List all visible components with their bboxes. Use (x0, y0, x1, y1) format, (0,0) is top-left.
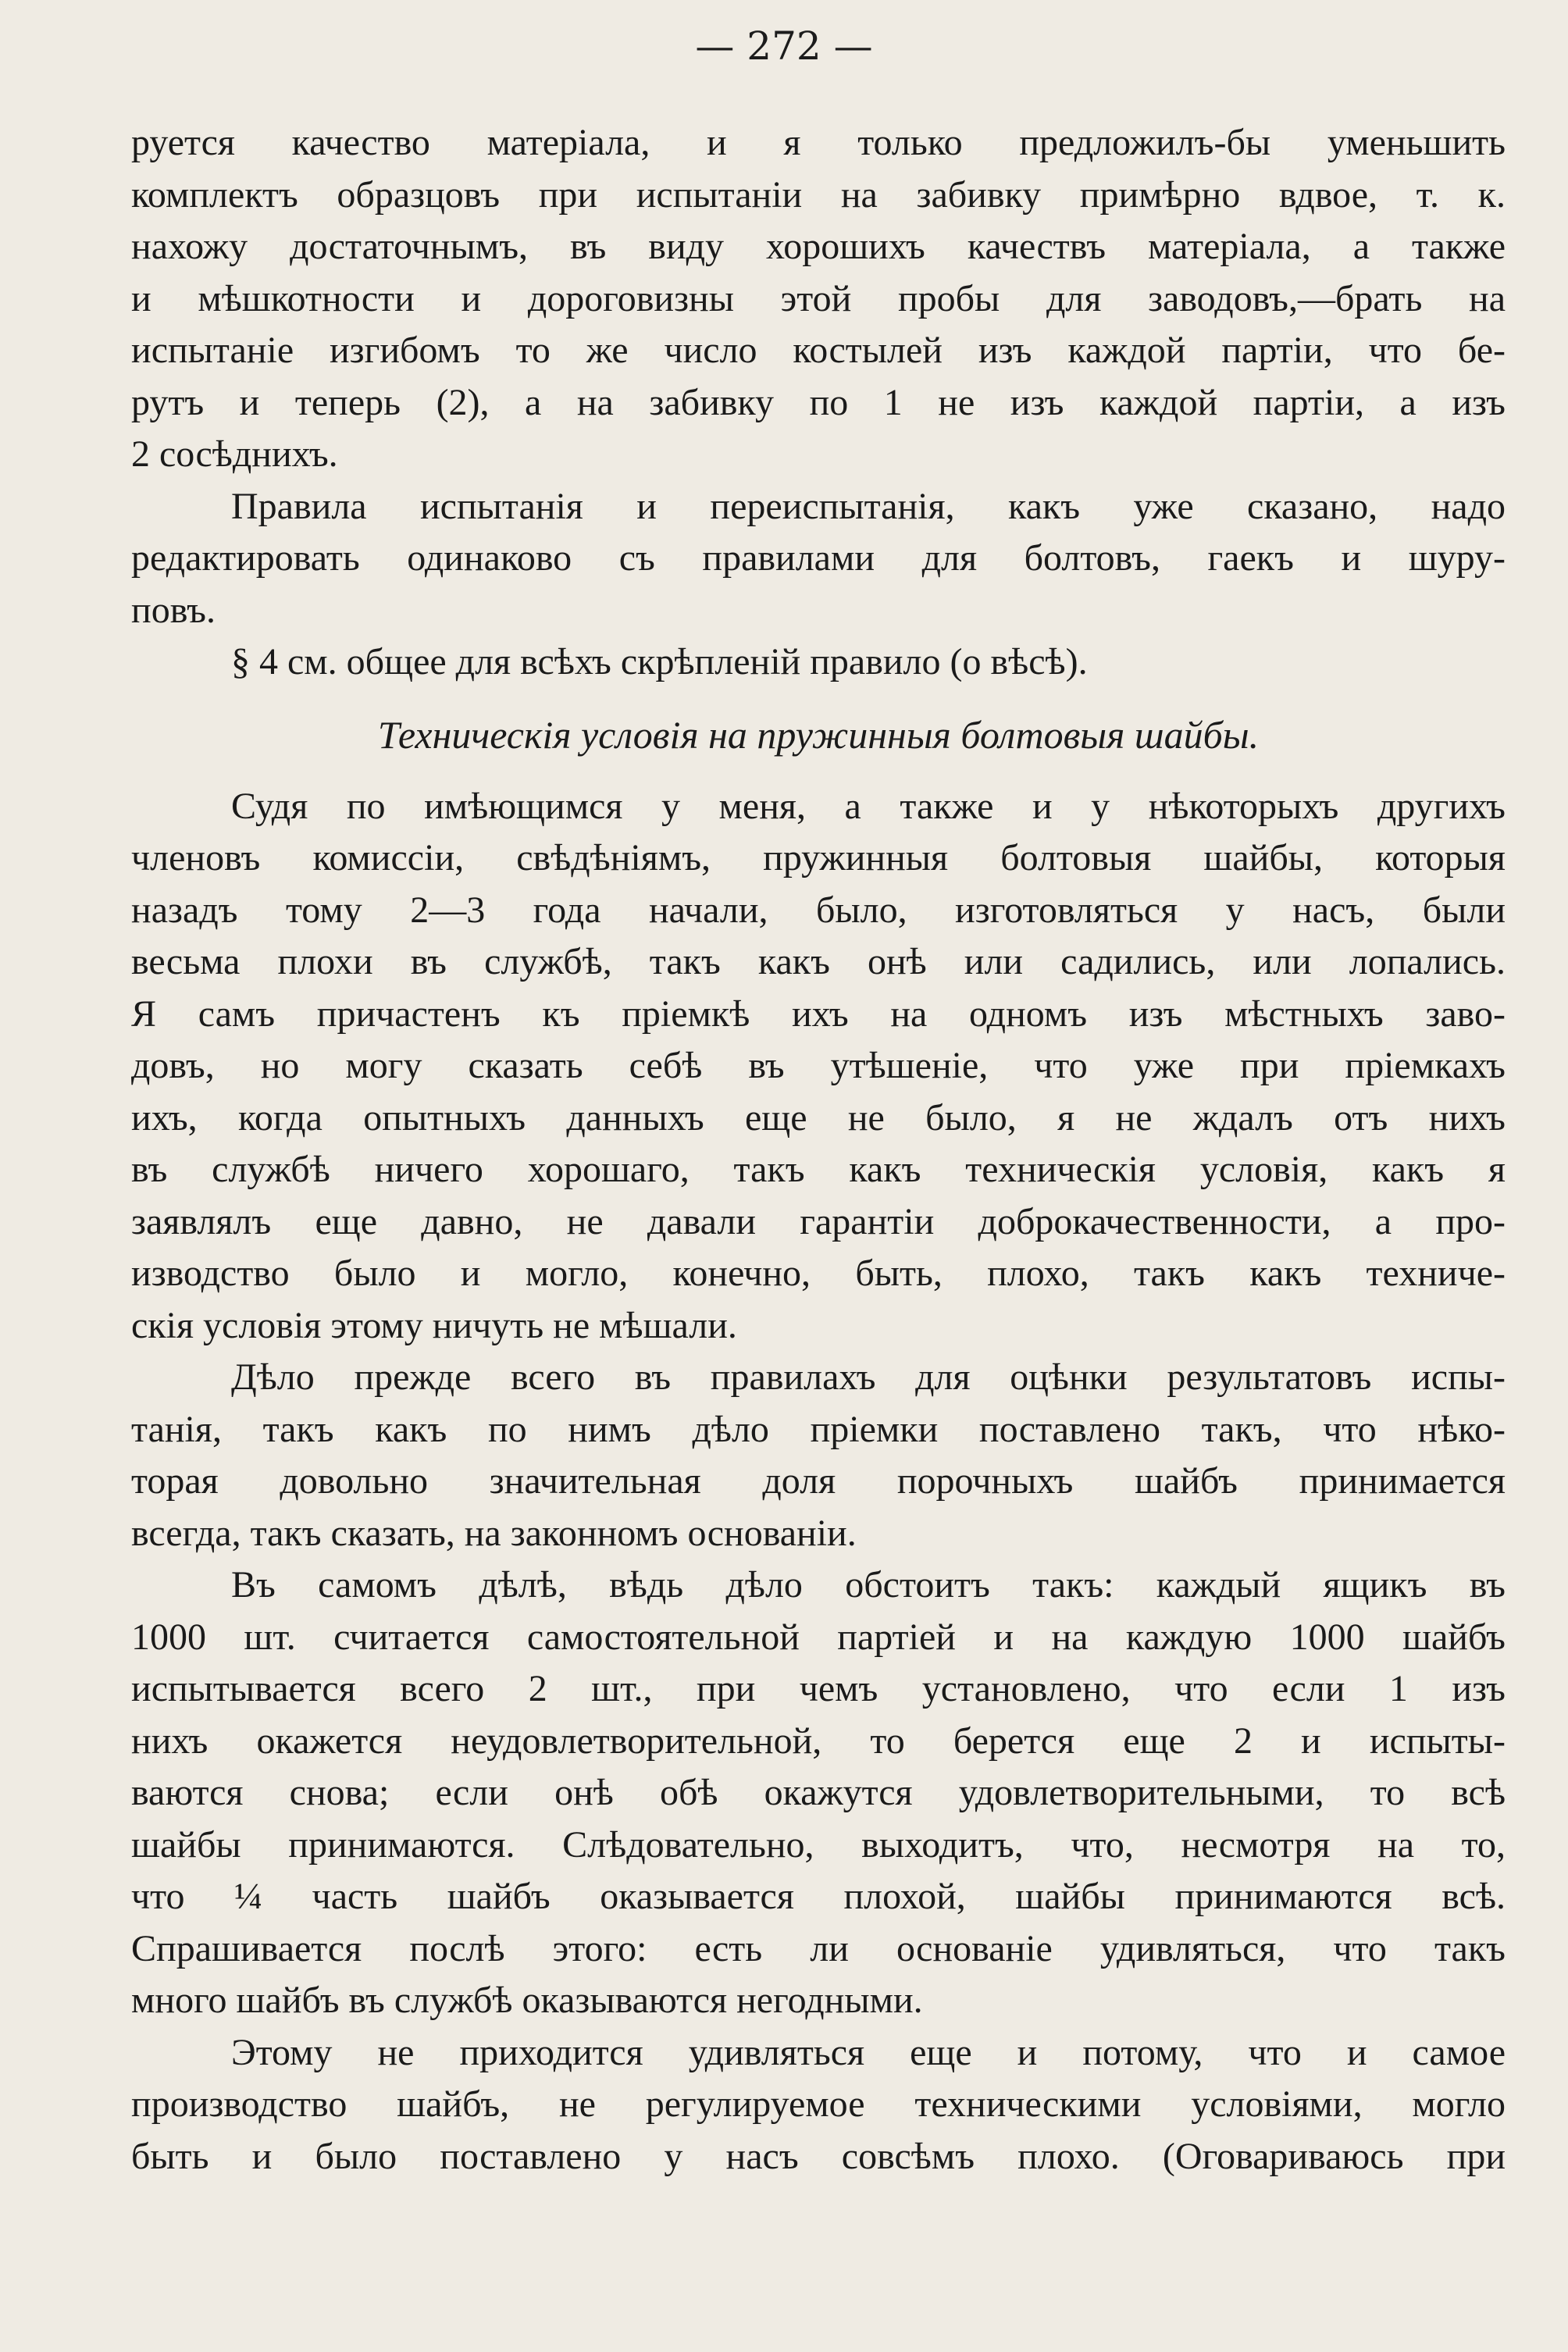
text-line: рутъ и теперь (2), а на забивку по 1 не изъ каждой партіи, а изъ (131, 381, 1506, 423)
text-line: заявлялъ еще давно, не давали гарантіи доброкачественности, а про- (131, 1200, 1506, 1242)
paragraph (131, 781, 1506, 1352)
section-heading: Техническія условія на пружинныя болтовыя шайбы. (377, 712, 1260, 757)
body-text (131, 117, 1506, 2183)
text-line: руется качество матеріала, и я только предложилъ-бы уменьшить (131, 122, 1506, 163)
text-line: что ¼ часть шайбъ оказывается плохой, шайбы принимаются всѣ. (131, 1876, 1506, 1917)
text-line: производство шайбъ, не регулируемое техническими условіями, могло (131, 2083, 1506, 2125)
text-line: Правила испытанія и переиспытанія, какъ уже сказано, надо (231, 485, 1506, 527)
text-line: нихъ окажется неудовлетворительной, то берется еще 2 и испыты- (131, 1719, 1506, 1762)
text-line: назадъ тому 2—3 года начали, было, изготовляться у насъ, были (131, 889, 1506, 931)
text-line: въ службѣ ничего хорошаго, такъ какъ техническія условія, какъ я (131, 1149, 1506, 1190)
paragraph (131, 2027, 1506, 2183)
text-line: довъ, но могу сказать себѣ въ утѣшеніе, что уже при пріемкахъ (131, 1045, 1506, 1086)
text-line: членовъ комиссіи, свѣдѣніямъ, пружинныя болтовыя шайбы, которыя (131, 837, 1506, 878)
paragraph (131, 117, 1506, 481)
text-line: 2 сосѣднихъ. (131, 433, 338, 475)
text-line: Спрашивается послѣ этого: есть ли основаніе удивляться, что такъ (131, 1927, 1506, 1969)
paragraph (131, 1352, 1506, 1559)
text-line: § 4 см. общее для всѣхъ скрѣпленій правило (о вѣсѣ). (231, 641, 1088, 682)
text-line: танія, такъ какъ по нимъ дѣло пріемки поставлено такъ, что нѣко- (131, 1408, 1506, 1450)
text-line: шайбы принимаются. Слѣдовательно, выходитъ, что, несмотря на то, (131, 1823, 1506, 1866)
text-line: испытаніе изгибомъ то же число костылей изъ каждой партіи, что бе- (131, 330, 1506, 371)
text-line: изводство было и могло, конечно, быть, плохо, такъ какъ техниче- (131, 1253, 1506, 1294)
text-line: и мѣшкотности и дороговизны этой пробы для заводовъ,—брать на (131, 277, 1506, 319)
text-line: Я самъ причастенъ къ пріемкѣ ихъ на одномъ изъ мѣстныхъ заво- (131, 992, 1506, 1035)
text-line: Этому не приходится удивляться еще и потому, что и самое (231, 2031, 1506, 2073)
text-line: весьма плохи въ службѣ, такъ какъ онѣ или садились, или лопались. (131, 941, 1506, 982)
text-line: Дѣло прежде всего въ правилахъ для оцѣнки результатовъ испы- (231, 1356, 1506, 1398)
text-line: торая довольно значительная доля порочныхъ шайбъ принимается (131, 1460, 1506, 1502)
paragraph (131, 481, 1506, 637)
text-line: много шайбъ въ службѣ оказываются негодными. (131, 1980, 923, 2021)
paragraph (131, 1559, 1506, 2027)
page-number: — 272 — (695, 23, 873, 69)
text-line: нахожу достаточнымъ, въ виду хорошихъ качествъ матеріала, а также (131, 226, 1506, 267)
text-line: скія условія этому ничуть не мѣшали. (131, 1304, 737, 1346)
text-line: редактировать одинаково съ правилами для болтовъ, гаекъ и шуру- (131, 537, 1506, 579)
text-line: 1000 шт. считается самостоятельной партіей и на каждую 1000 шайбъ (131, 1616, 1506, 1658)
text-line: комплектъ образцовъ при испытаніи на забивку примѣрно вдвое, т. к. (131, 173, 1506, 216)
text-line: Судя по имѣющимся у меня, а также и у нѣкоторыхъ другихъ (231, 785, 1506, 827)
text-line: Въ самомъ дѣлѣ, вѣдь дѣло обстоитъ такъ: каждый ящикъ въ (231, 1564, 1506, 1605)
text-line: ваются снова; если онѣ обѣ окажутся удовлетворительными, то всѣ (131, 1772, 1506, 1813)
paragraph (131, 636, 1506, 689)
text-line: быть и было поставлено у насъ совсѣмъ плохо. (Оговариваюсь при (131, 2135, 1506, 2177)
text-line: ихъ, когда опытныхъ данныхъ еще не было, я не ждалъ отъ нихъ (131, 1096, 1506, 1139)
text-line: повъ. (131, 589, 216, 631)
text-line: испытывается всего 2 шт., при чемъ установлено, что если 1 изъ (131, 1668, 1506, 1709)
text-line: всегда, такъ сказать, на законномъ основаніи. (131, 1512, 857, 1554)
